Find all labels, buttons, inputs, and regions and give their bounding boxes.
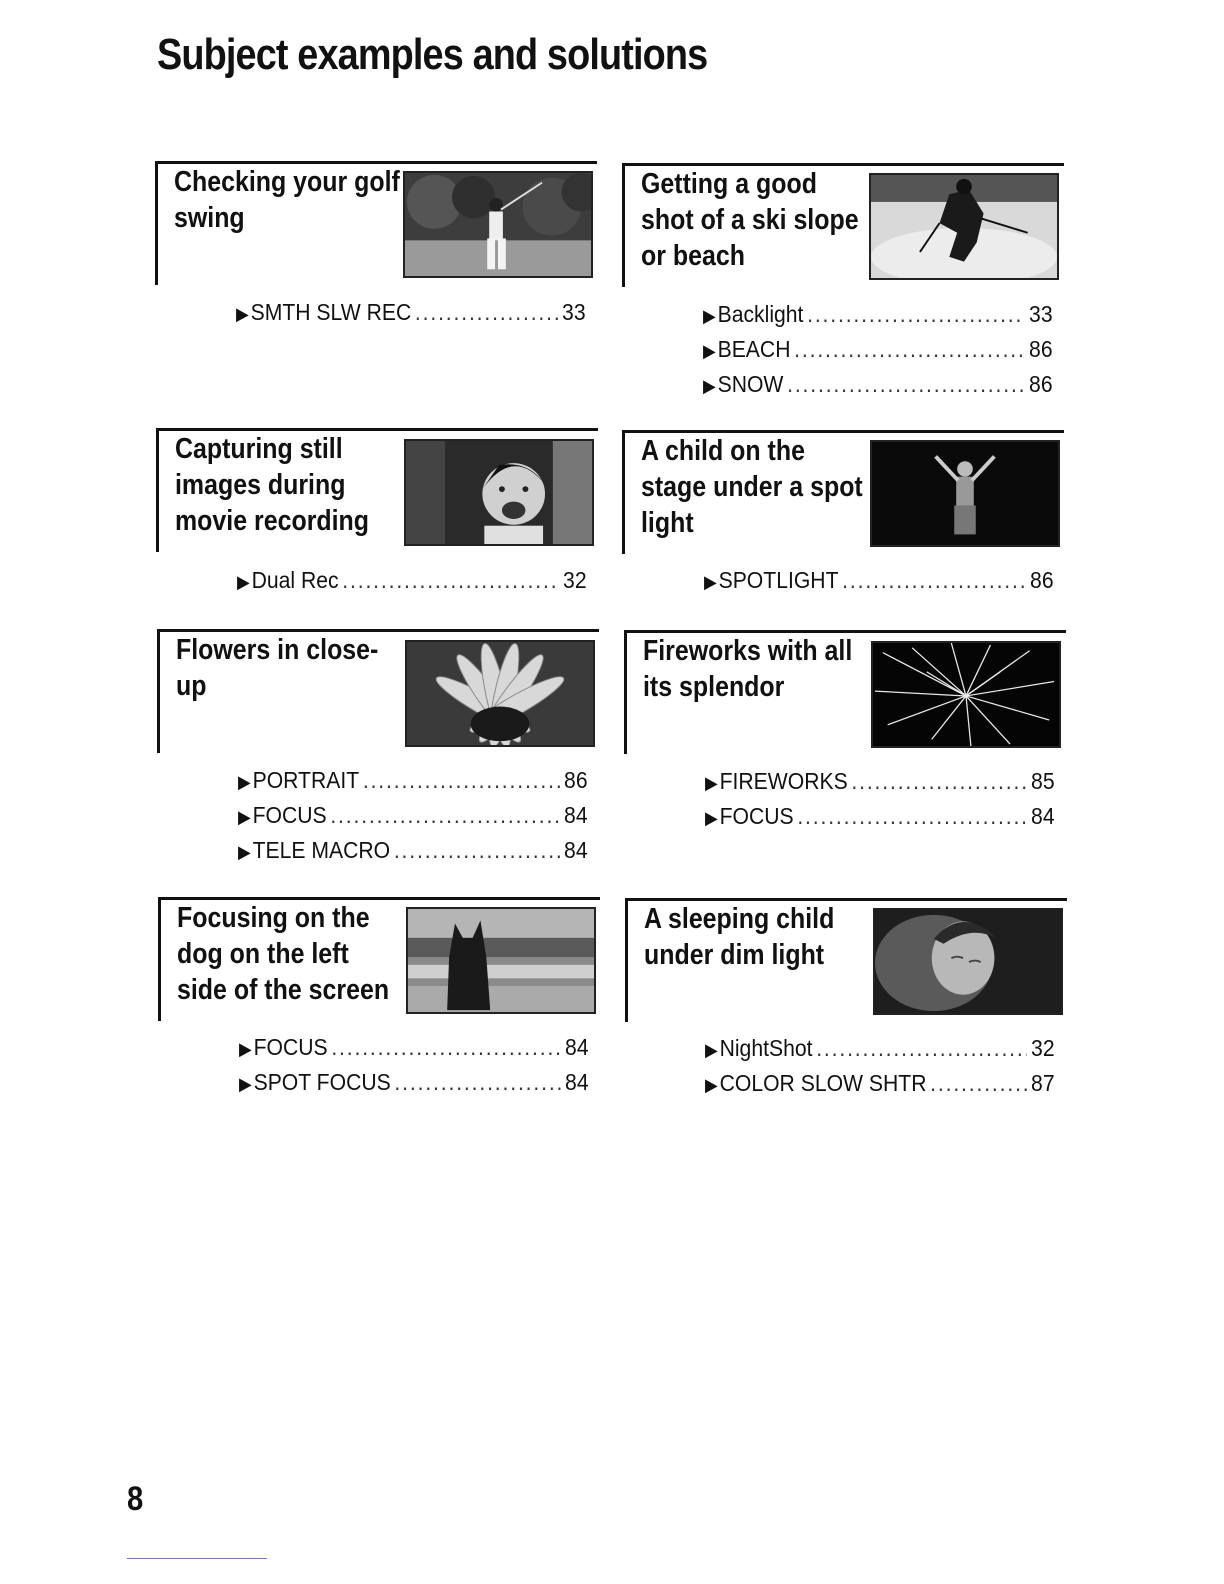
- heading-line: or beach: [641, 240, 745, 272]
- flower-closeup-photo: [405, 640, 595, 747]
- card-heading: [643, 633, 853, 705]
- page-title: Subject examples and solutions: [157, 30, 708, 79]
- refs-golf-swing: [236, 296, 586, 331]
- ref-page: 84: [564, 802, 588, 828]
- heading-line: Fireworks with all: [643, 635, 853, 667]
- heading-line: its splendor: [643, 671, 785, 703]
- refs-child-on-stage: [704, 564, 1054, 599]
- ref-page: 84: [1031, 803, 1055, 829]
- refs-sleeping-child: [705, 1032, 1055, 1102]
- ref-label: Dual Rec: [251, 567, 339, 593]
- refs-still-images: [237, 564, 587, 599]
- heading-line: movie recording: [175, 505, 370, 537]
- ref-item[interactable]: ▶ FIREWORKS ..... 85: [705, 765, 1055, 800]
- heading-line: light: [641, 507, 694, 539]
- ref-label: BEACH: [717, 336, 791, 362]
- laughing-child-photo: [404, 439, 594, 546]
- heading-line: side of the screen: [177, 974, 390, 1006]
- ref-page: 32: [1031, 1035, 1055, 1061]
- ref-label: PORTRAIT: [252, 767, 360, 793]
- heading-line: Focusing on the: [177, 902, 370, 934]
- ref-item[interactable]: ▶ SPOT FOCUS ..... 84: [239, 1066, 589, 1101]
- heading-line: images during: [175, 469, 346, 501]
- page-number: 8: [127, 1480, 144, 1518]
- heading-line: Getting a good: [641, 168, 817, 200]
- card-heading: [641, 166, 859, 274]
- dog-photo: [406, 907, 596, 1014]
- card-heading: [175, 431, 381, 539]
- card-heading: [644, 901, 850, 973]
- ref-label: SNOW: [717, 371, 784, 397]
- ref-item[interactable]: ▶ Dual Rec ..... 32: [237, 564, 587, 599]
- sleeping-child-photo: [873, 908, 1063, 1015]
- card-heading: [176, 632, 382, 704]
- heading-line: dog on the left: [177, 938, 349, 970]
- ref-item[interactable]: ▶ NightShot ..... 32: [705, 1032, 1055, 1067]
- ref-page: 86: [1029, 336, 1053, 362]
- ref-label: FOCUS: [719, 803, 794, 829]
- ref-page: 86: [1030, 567, 1054, 593]
- ref-item[interactable]: ▶ COLOR SLOW SHTR ..... 87: [705, 1067, 1055, 1102]
- ref-page: 86: [1029, 371, 1053, 397]
- ref-item[interactable]: ▶ FOCUS ..... 84: [239, 1031, 589, 1066]
- refs-flowers: [238, 764, 588, 869]
- ref-page: 87: [1031, 1070, 1055, 1096]
- heading-line: Flowers in close-: [176, 634, 379, 666]
- ref-page: 84: [564, 837, 588, 863]
- ref-page: 32: [563, 567, 587, 593]
- fireworks-photo: [871, 641, 1061, 748]
- ref-label: NightShot: [719, 1035, 813, 1061]
- golf-swing-photo: [403, 171, 593, 278]
- ref-label: COLOR SLOW SHTR: [719, 1070, 927, 1096]
- ref-page: 33: [562, 299, 586, 325]
- refs-ski-slope: [703, 298, 1053, 403]
- card-heading: [174, 164, 400, 236]
- ref-item[interactable]: ▶ SMTH SLW REC ..... 33: [236, 296, 586, 331]
- heading-line: A child on the: [641, 435, 805, 467]
- ref-item[interactable]: ▶ BEACH ..... 86: [703, 333, 1053, 368]
- ref-label: SMTH SLW REC: [250, 299, 412, 325]
- heading-line: under dim light: [644, 939, 825, 971]
- ref-page: 33: [1029, 301, 1053, 327]
- ref-item[interactable]: ▶ TELE MACRO ..... 84: [238, 834, 588, 869]
- heading-line: swing: [174, 202, 245, 234]
- ref-label: FIREWORKS: [719, 768, 848, 794]
- ref-label: FOCUS: [253, 1034, 328, 1060]
- ref-label: TELE MACRO: [252, 837, 391, 863]
- heading-line: A sleeping child: [644, 903, 835, 935]
- heading-line: Capturing still: [175, 433, 343, 465]
- ref-item[interactable]: ▶ SNOW ..... 86: [703, 368, 1053, 403]
- card-heading: [641, 433, 863, 541]
- ref-page: 86: [564, 767, 588, 793]
- ref-label: SPOT FOCUS: [253, 1069, 391, 1095]
- ref-page: 84: [565, 1069, 589, 1095]
- refs-fireworks: [705, 765, 1055, 835]
- ref-item[interactable]: ▶ PORTRAIT ..... 86: [238, 764, 588, 799]
- footer-rule: [127, 1558, 267, 1559]
- card-heading: [177, 900, 390, 1008]
- heading-line: stage under a spot: [641, 471, 863, 503]
- refs-dog-focus: [239, 1031, 589, 1101]
- ref-page: 85: [1031, 768, 1055, 794]
- heading-line: Checking your golf: [174, 166, 400, 198]
- heading-line: up: [176, 670, 207, 702]
- ref-item[interactable]: ▶ FOCUS ..... 84: [705, 800, 1055, 835]
- ref-page: 84: [565, 1034, 589, 1060]
- ref-label: FOCUS: [252, 802, 327, 828]
- ref-item[interactable]: ▶ SPOTLIGHT ..... 86: [704, 564, 1054, 599]
- ref-label: Backlight: [717, 301, 804, 327]
- skier-photo: [869, 173, 1059, 280]
- ref-label: SPOTLIGHT: [718, 567, 839, 593]
- ref-item[interactable]: ▶ FOCUS ..... 84: [238, 799, 588, 834]
- heading-line: shot of a ski slope: [641, 204, 859, 236]
- ref-item[interactable]: ▶ Backlight ..... 33: [703, 298, 1053, 333]
- child-on-stage-photo: [870, 440, 1060, 547]
